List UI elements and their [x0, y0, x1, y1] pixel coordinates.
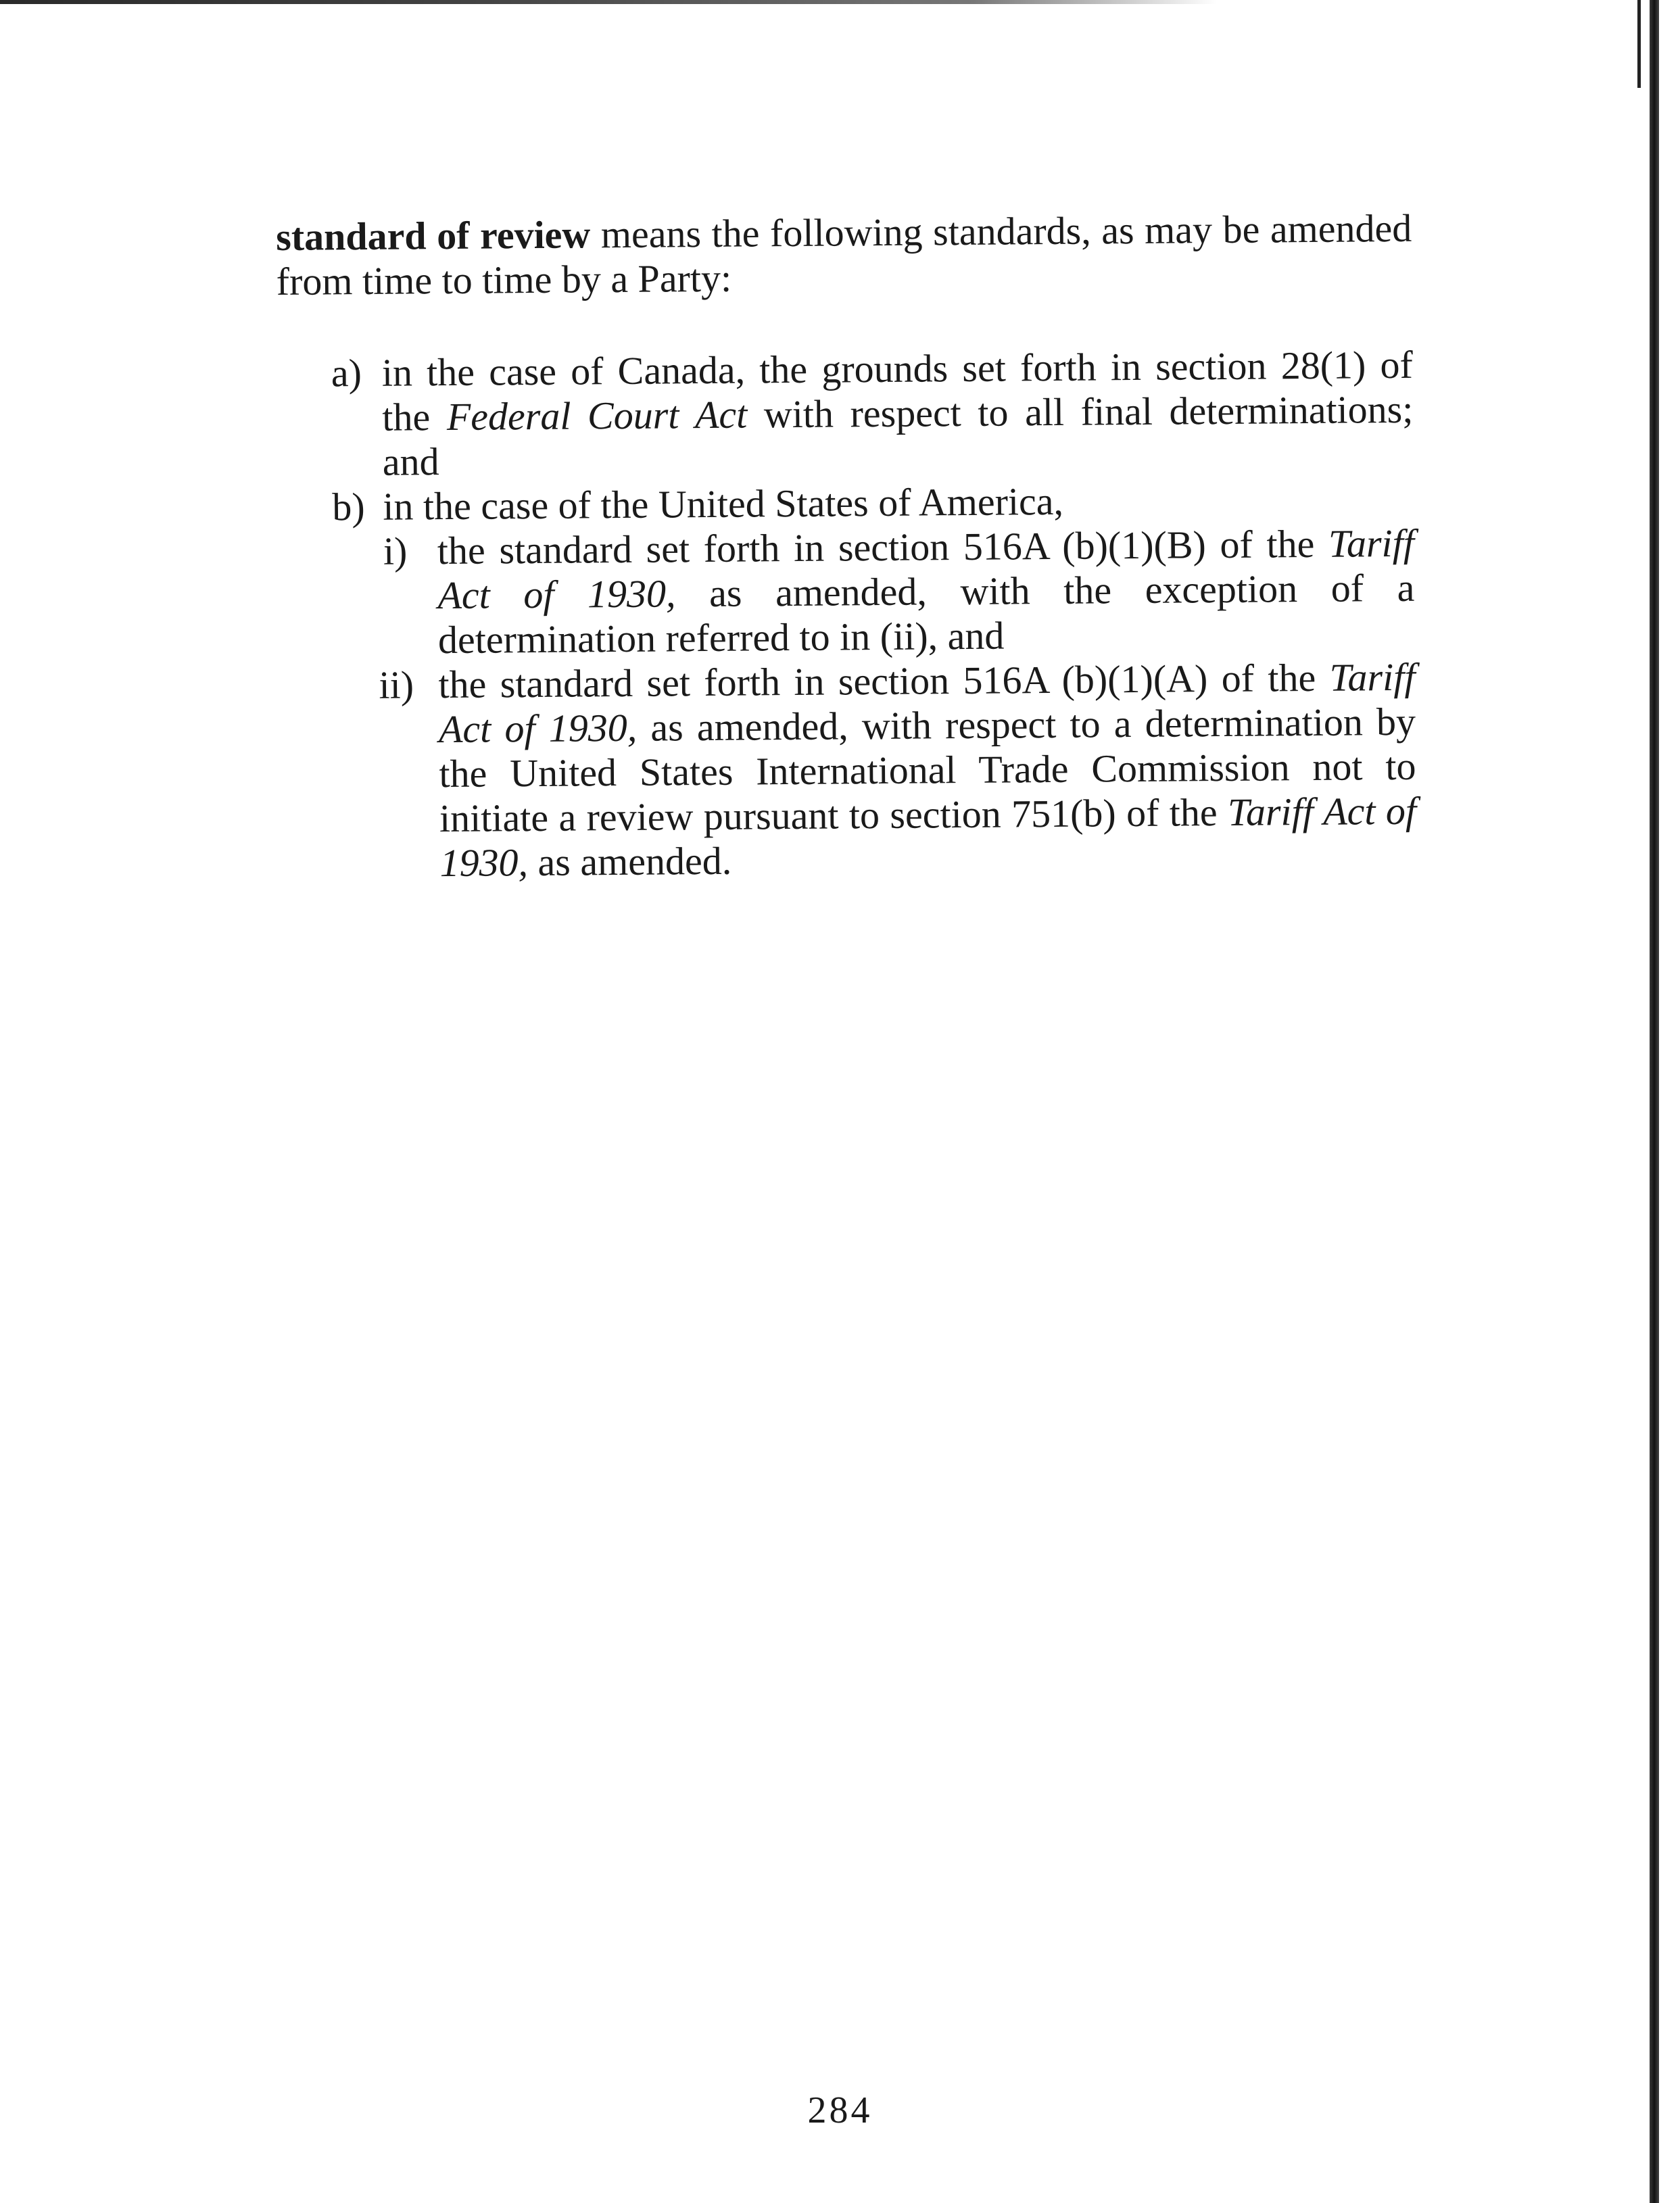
list-marker-a: a)	[331, 351, 362, 395]
subitem-i-text-after: as amended, with the exception of a determination referred to in (ii), and	[437, 565, 1415, 662]
subitem-ii-text-before: the standard set forth in section 516A (b)(1)(A) of the	[438, 655, 1316, 707]
item-b-text: in the case of the United States of America,	[383, 479, 1064, 529]
definition-text: means the following standards, as may be amended from time to time by a Party:	[276, 205, 1412, 304]
definition-paragraph	[276, 206, 1412, 304]
subitem-ii-text-after: as amended.	[537, 838, 732, 884]
item-a-italic: Federal Court Act	[446, 392, 748, 439]
item-a-text-after: with respect to all final determinations; and	[382, 387, 1414, 484]
page-number: 284	[807, 2089, 873, 2131]
list-item-a	[277, 343, 1414, 485]
subitem-ii-italic: Tariff Act of 1930,	[438, 654, 1416, 752]
scan-top-edge	[0, 0, 1217, 4]
subitem-ii-italic-2: Tariff Act of 1930,	[439, 788, 1417, 886]
scan-right-edge-thin	[1637, 0, 1641, 88]
subitem-marker-i: i)	[383, 529, 408, 573]
item-a-text-before: in the case of Canada, the grounds set forth in section 28(1) of the	[381, 342, 1414, 439]
page-content	[276, 206, 1417, 887]
subitem-i	[383, 521, 1416, 663]
subitem-i-text-before: the standard set forth in section 516A (b)(1)(B) of the	[437, 521, 1315, 573]
subitem-ii	[379, 654, 1417, 886]
subitem-i-italic: Tariff Act of 1930,	[437, 521, 1415, 618]
list-marker-b: b)	[332, 484, 365, 529]
list-item-b	[278, 477, 1417, 887]
subitem-marker-ii: ii)	[379, 662, 414, 707]
scan-right-edge	[1650, 0, 1659, 2203]
subitem-ii-text-middle: as amended, with respect to a determination by the United States International Trade Commission not to initiate a review pursuant to section 751(b) of the	[439, 699, 1416, 841]
definition-term: standard of review	[276, 212, 591, 259]
